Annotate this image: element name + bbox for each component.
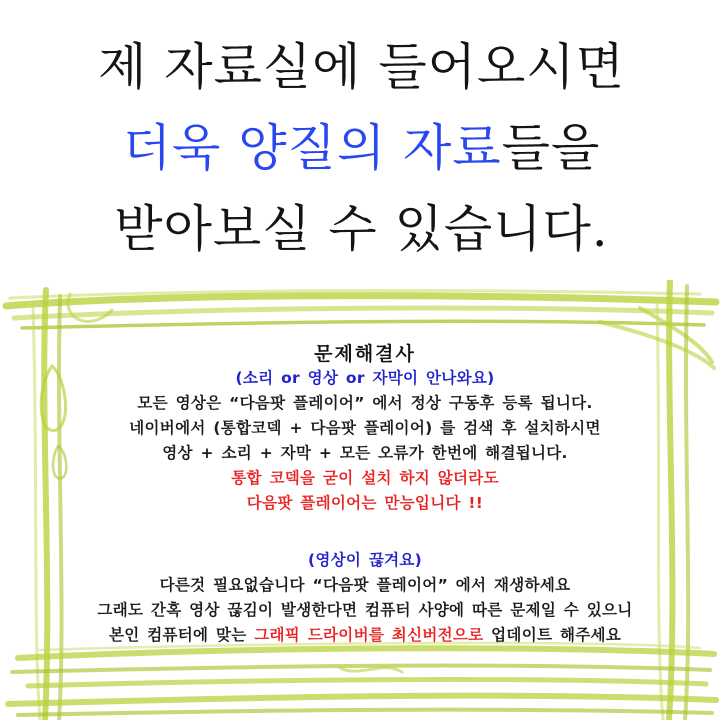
notice-s2-heading: (영상이 끊겨요) (307, 551, 423, 569)
notice-s1-warn2: 다음팟 플레이어는 만능입니다 !! (246, 494, 484, 512)
notice-s1-heading: (소리 or 영상 or 자막이 안나와요) (235, 369, 495, 387)
header-line-2-highlight: 더욱 양질의 자료 (122, 119, 502, 177)
header-line-2-rest: 들을 (501, 119, 601, 177)
header-line-2 (0, 108, 723, 189)
notice-s2-line3-highlight: 그래픽 드라이버를 최신버전으로 (254, 626, 484, 644)
notice-s1-line3: 영상 + 소리 + 자막 + 모든 오류가 한번에 해결됩니다. (162, 444, 568, 462)
section-gap (80, 516, 650, 548)
header-line-3: 받아보실 수 있습니다. (114, 200, 609, 258)
notice-s2-line3 (80, 623, 650, 648)
notice-s2-line2: 그래도 간혹 영상 끊김이 발생한다면 컴퓨터 사양에 따른 문제일 수 있으니 (97, 601, 633, 619)
notice-s1-line1: 모든 영상은 “다음팟 플레이어” 에서 정상 구동후 등록 됩니다. (137, 394, 593, 412)
notice-box (80, 342, 650, 648)
header-line-1: 제 자료실에 들어오시면 (98, 38, 625, 96)
notice-s1-warn1: 통합 코덱을 굳이 설치 하지 않더라도 (231, 469, 499, 487)
notice-title: 문제해결사 (314, 343, 416, 365)
notice-s2-line3-prefix: 본인 컴퓨터에 맞는 (108, 626, 255, 644)
notice-s2-line1: 다른것 필요없습니다 “다음팟 플레이어” 에서 재생하세요 (159, 576, 571, 594)
header-message (0, 27, 723, 270)
notice-s2-line3-suffix: 업데이트 해주세요 (483, 626, 622, 644)
notice-s1-line2: 네이버에서 (통합코덱 + 다음팟 플레이어) 를 검색 후 설치하시면 (129, 419, 601, 437)
